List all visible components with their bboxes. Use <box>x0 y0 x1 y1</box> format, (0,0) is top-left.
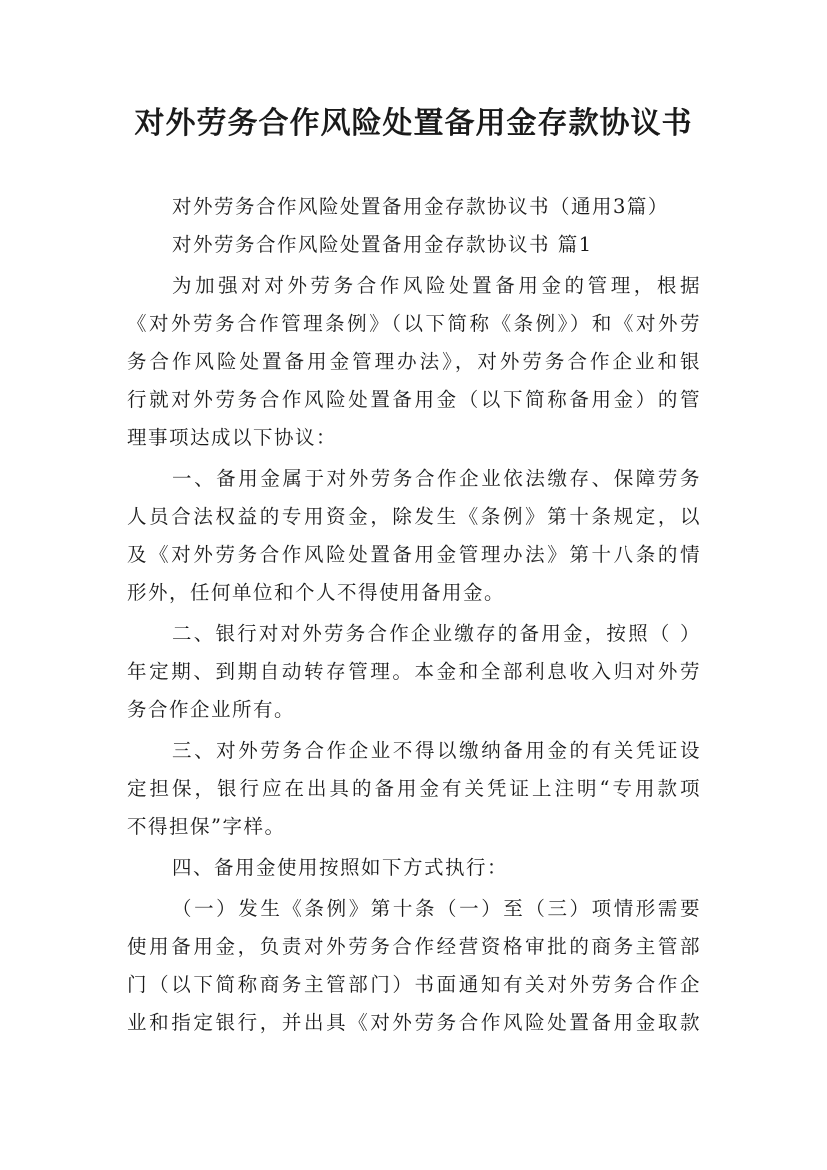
text-line: 四、备用金使用按照如下方式执行： <box>172 856 509 879</box>
text-line: 使用备用金，负责对外劳务合作经营资格审批的商务主管部 <box>127 935 701 958</box>
text-line: 对外劳务合作风险处置备用金存款协议书 篇1 <box>172 233 593 256</box>
text-line: 三、对外劳务合作企业不得以缴纳备用金的有关凭证设 <box>172 739 701 762</box>
text-line: 人员合法权益的专用资金，除发生《条例》第十条规定，以 <box>127 505 701 528</box>
text-line: 不得担保”字样。 <box>127 815 286 838</box>
text-line: 对外劳务合作风险处置备用金存款协议书（通用3篇） <box>172 195 669 218</box>
text-line: 务合作风险处置备用金管理办法》，对外劳务合作企业和银 <box>127 350 701 373</box>
text-line: 业和指定银行，并出具《对外劳务合作风险处置备用金取款 <box>127 1011 701 1034</box>
text-line: 行就对外劳务合作风险处置备用金（以下简称备用金）的管 <box>127 388 701 411</box>
text-line: 一、备用金属于对外劳务合作企业依法缴存、保障劳务 <box>172 467 701 490</box>
text-line: 务合作企业所有。 <box>127 698 296 721</box>
text-line: 理事项达成以下协议： <box>127 426 338 449</box>
text-line: 形外，任何单位和个人不得使用备用金。 <box>127 581 506 604</box>
text-line: 门（以下简称商务主管部门）书面通知有关对外劳务合作企 <box>127 973 701 996</box>
text-line: 定担保，银行应在出具的备用金有关凭证上注明“专用款项 <box>127 777 701 800</box>
text-line: 年定期、到期自动转存管理。本金和全部利息收入归对外劳 <box>127 660 701 683</box>
document-body <box>127 188 701 1042</box>
document-title: 对外劳务合作风险处置备用金存款协议书 <box>134 106 693 141</box>
text-line: 《对外劳务合作管理条例》（以下简称《条例》）和《对外劳 <box>127 312 701 335</box>
text-line: 为加强对对外劳务合作风险处置备用金的管理，根据 <box>172 274 701 297</box>
text-line: （一）发生《条例》第十条（一）至（三）项情形需要 <box>172 897 701 920</box>
text-line: 及《对外劳务合作风险处置备用金管理办法》第十八条的情 <box>127 543 701 566</box>
text-line: 二、银行对对外劳务合作企业缴存的备用金，按照（ ） <box>172 622 701 645</box>
